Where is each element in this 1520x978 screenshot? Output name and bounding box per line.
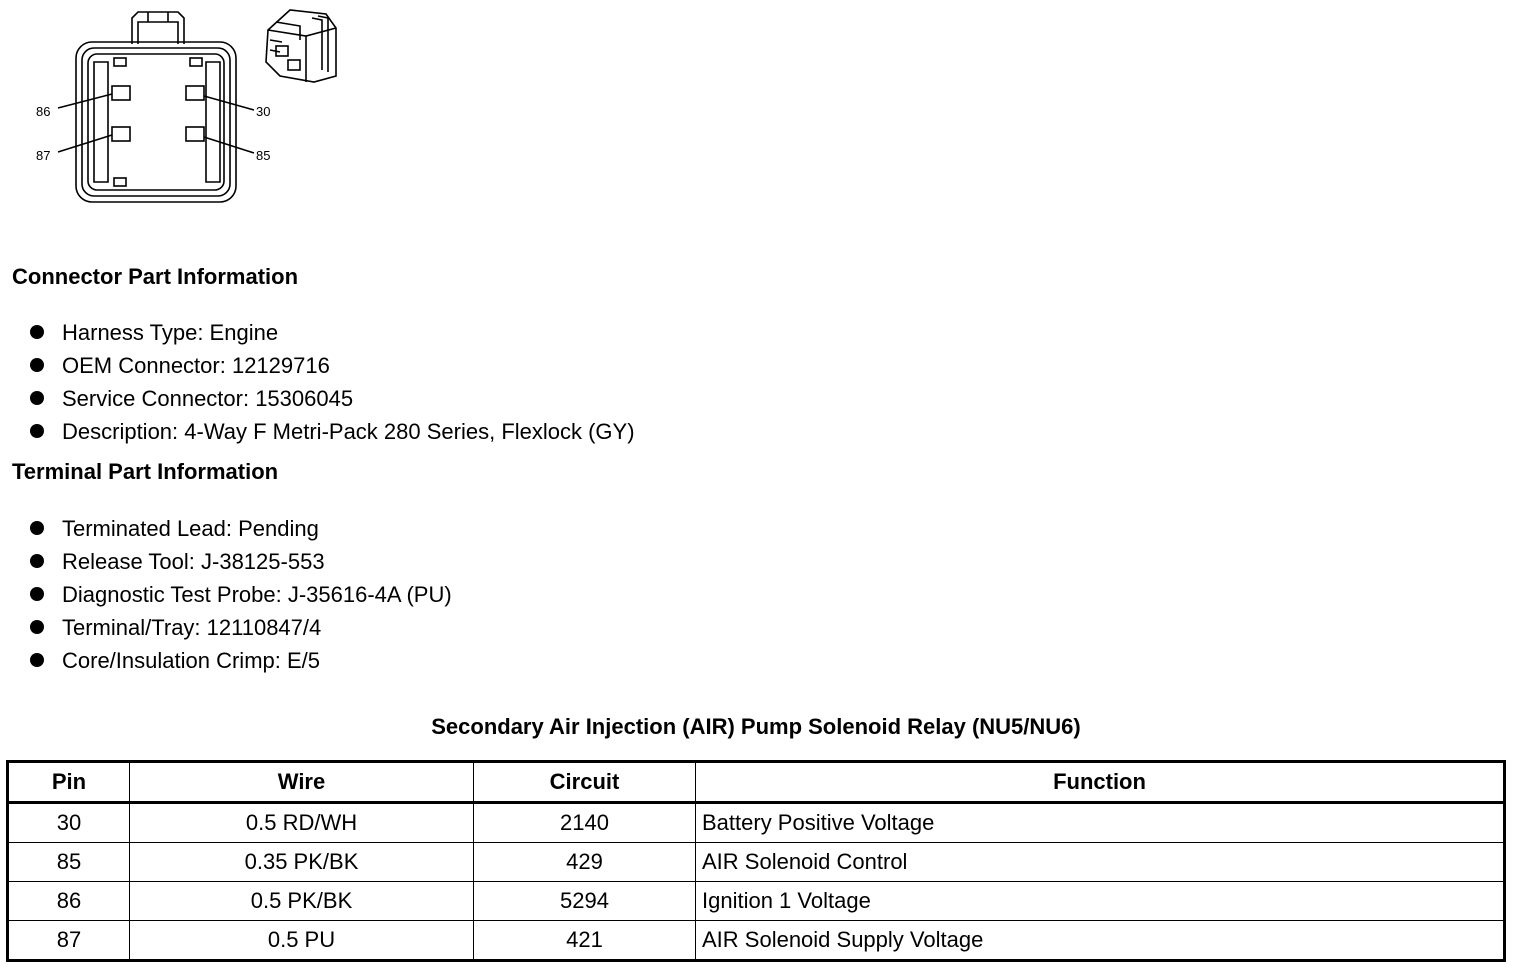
bullet-icon xyxy=(30,620,44,634)
bullet-icon xyxy=(30,653,44,667)
cell-circuit: 421 xyxy=(474,921,696,961)
table-row xyxy=(8,882,1505,921)
bullet-icon xyxy=(30,424,44,438)
cell-function: Ignition 1 Voltage xyxy=(696,882,1505,921)
list-item xyxy=(30,644,452,677)
cell-wire: 0.5 PK/BK xyxy=(130,882,474,921)
list-item xyxy=(30,512,452,545)
list-item-text: Diagnostic Test Probe: J-35616-4A (PU) xyxy=(62,582,452,607)
list-item xyxy=(30,578,452,611)
list-item-text: Core/Insulation Crimp: E/5 xyxy=(62,648,320,673)
connector-face-diagram xyxy=(0,0,360,215)
pin-table xyxy=(6,760,1506,962)
list-item-text: Harness Type: Engine xyxy=(62,320,279,345)
bullet-icon xyxy=(30,554,44,568)
bullet-icon xyxy=(30,521,44,535)
list-item-text: Terminal/Tray: 12110847/4 xyxy=(62,615,322,640)
pin-label-30: 30 xyxy=(256,104,271,119)
pin-label-87: 87 xyxy=(36,148,51,163)
table-row xyxy=(8,803,1505,843)
list-item xyxy=(30,415,635,448)
bullet-icon xyxy=(30,325,44,339)
pin-label-85: 85 xyxy=(256,148,271,163)
list-item xyxy=(30,316,635,349)
cell-pin: 85 xyxy=(8,843,130,882)
terminal-part-info-heading: Terminal Part Information xyxy=(12,459,279,484)
connector-part-info-heading: Connector Part Information xyxy=(12,264,299,289)
cell-function: AIR Solenoid Supply Voltage xyxy=(696,921,1505,961)
list-item-text: OEM Connector: 12129716 xyxy=(62,353,330,378)
list-item xyxy=(30,611,452,644)
pin-table-title: Secondary Air Injection (AIR) Pump Solenoid Relay (NU5/NU6) xyxy=(431,714,1081,739)
list-item xyxy=(30,545,452,578)
connector-isometric-view xyxy=(266,10,336,82)
terminal-part-info-list xyxy=(30,512,452,677)
bullet-icon xyxy=(30,391,44,405)
list-item xyxy=(30,382,635,415)
list-item xyxy=(30,349,635,382)
cell-circuit: 5294 xyxy=(474,882,696,921)
bullet-icon xyxy=(30,587,44,601)
cell-pin: 30 xyxy=(8,803,130,843)
list-item-text: Terminated Lead: Pending xyxy=(62,516,319,541)
col-header-wire: Wire xyxy=(130,762,474,803)
col-header-function: Function xyxy=(696,762,1505,803)
list-item-text: Release Tool: J-38125-553 xyxy=(62,549,325,574)
cell-circuit: 2140 xyxy=(474,803,696,843)
cell-function: Battery Positive Voltage xyxy=(696,803,1505,843)
cell-pin: 86 xyxy=(8,882,130,921)
col-header-circuit: Circuit xyxy=(474,762,696,803)
table-row xyxy=(8,843,1505,882)
cell-wire: 0.5 PU xyxy=(130,921,474,961)
list-item-text: Description: 4-Way F Metri-Pack 280 Series, Flexlock (GY) xyxy=(62,419,635,444)
cell-wire: 0.5 RD/WH xyxy=(130,803,474,843)
table-row xyxy=(8,921,1505,961)
cell-wire: 0.35 PK/BK xyxy=(130,843,474,882)
col-header-pin: Pin xyxy=(8,762,130,803)
cell-pin: 87 xyxy=(8,921,130,961)
pin-label-86: 86 xyxy=(36,104,51,119)
cell-circuit: 429 xyxy=(474,843,696,882)
cell-function: AIR Solenoid Control xyxy=(696,843,1505,882)
table-header-row xyxy=(8,762,1505,803)
list-item-text: Service Connector: 15306045 xyxy=(62,386,354,411)
bullet-icon xyxy=(30,358,44,372)
connector-part-info-list xyxy=(30,316,635,448)
